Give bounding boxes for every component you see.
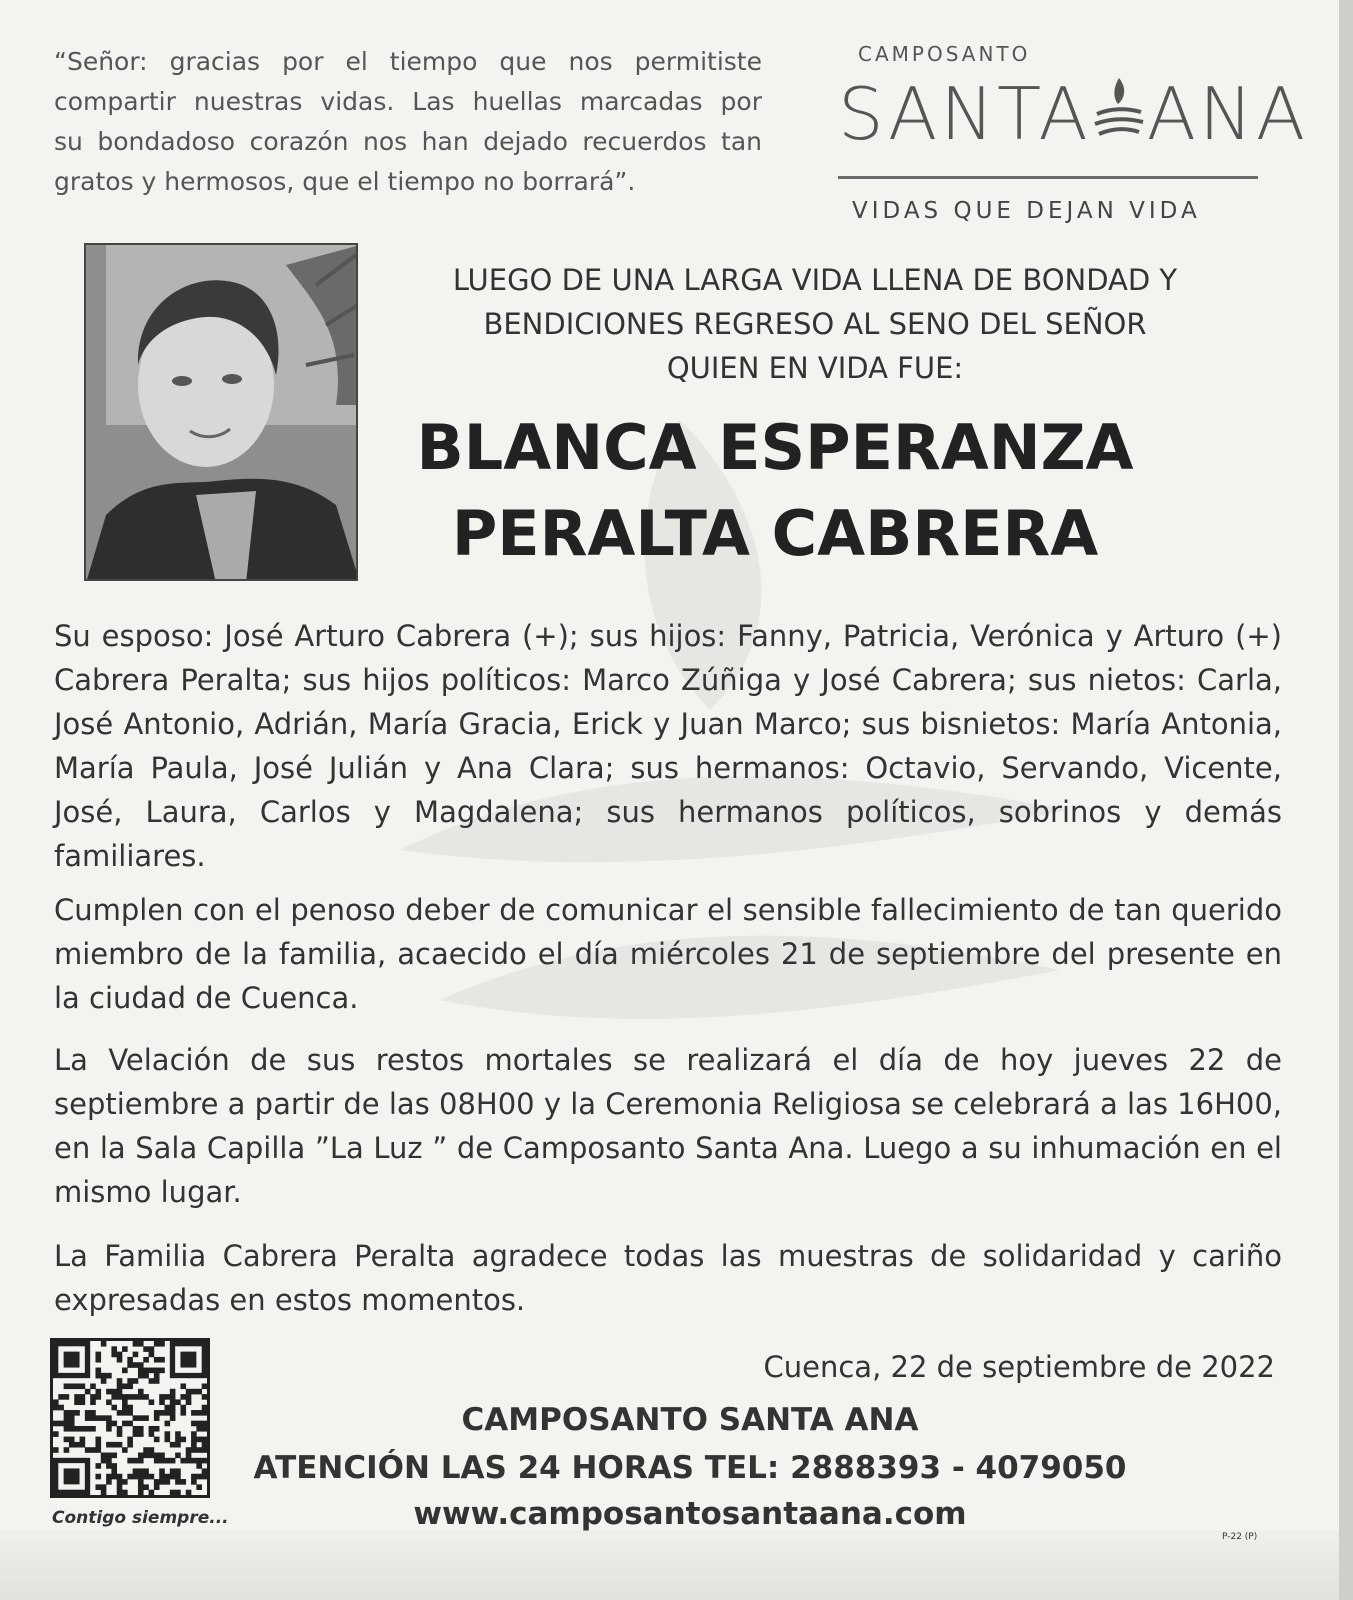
portrait-image (86, 245, 358, 581)
camposanto-logo (838, 38, 1309, 238)
deceased-name-line2: PERALTA CABRERA (451, 497, 1099, 570)
page-right-edge (1339, 0, 1353, 1600)
ceremony-paragraph: La Velación de sus restos mortales se realizará el día de hoy jueves 22 de septiembre a partir de las 08H00 y la Ceremonia Religiosa se celebrará a las 16H00, en la Sala Capilla ”La Luz ” de Camposanto Santa Ana. Luego a su inhumación en el mismo lugar. (54, 1043, 1282, 1209)
logo-word-ana: ANA (1146, 72, 1309, 156)
quote-line: “Señor: gracias por el tiempo que nos permitiste (54, 47, 762, 76)
intro-heading (380, 258, 1250, 390)
intro-line: BENDICIONES REGRESO AL SENO DEL SEÑOR (483, 307, 1147, 341)
thanks-paragraph: La Familia Cabrera Peralta agradece todas las muestras de solidaridad y cariño expresadas en estos momentos. (54, 1239, 1282, 1317)
page-bottom-edge (0, 1530, 1353, 1600)
quote-line: su bondadoso corazón nos han dejado recuerdos tan (54, 127, 762, 156)
logo-wordmark (838, 72, 1308, 162)
intro-line: LUEGO DE UNA LARGA VIDA LLENA DE BONDAD Y (452, 263, 1178, 297)
footer-website[interactable]: www.camposantosantaana.com (413, 1496, 967, 1532)
footer-company: CAMPOSANTO SANTA ANA (461, 1402, 919, 1438)
flame-waves-icon (1091, 72, 1147, 152)
deceased-name (380, 405, 1170, 577)
family-members-paragraph: Su esposo: José Arturo Cabrera (+); sus hijos: Fanny, Patricia, Verónica y Arturo (+) Cabrera Peralta; sus hijos políticos: Marco Zúñiga y José Cabrera; sus nietos: Carla, José Antonio, Adrián, María Gracia, Erick y Juan Marco; sus bisnietos: María Antonia, María Paula, José Julián y Ana Clara; sus hermanos: Octavio, Servando, Vicente, José, Laura, Carlos y Magdalena; sus hermanos políticos, sobrinos y demás familiares. (54, 619, 1282, 873)
intro-line: QUIEN EN VIDA FUE: (666, 351, 964, 385)
opening-quote (54, 42, 762, 202)
notice-date: Cuenca, 22 de septiembre de 2022 (763, 1350, 1275, 1384)
print-code: P-22 (P) (1222, 1532, 1258, 1542)
quote-line: gratos y hermosos, que el tiempo no borrará”. (54, 167, 636, 196)
announcement-paragraph: Cumplen con el penoso deber de comunicar el sensible fallecimiento de tan querido miembro de la familia, acaecido el día miércoles 21 de septiembre del presente en la ciudad de Cuenca. (54, 893, 1282, 1015)
quote-line: compartir nuestras vidas. Las huellas marcadas por (54, 87, 762, 116)
logo-word-santa: SANTA (838, 72, 1091, 156)
footer-phone: ATENCIÓN LAS 24 HORAS TEL: 2888393 - 4079050 (253, 1450, 1127, 1486)
slogan-text: Contigo siempre... (52, 1508, 229, 1528)
portrait-photo (84, 243, 358, 581)
logo-divider (838, 176, 1258, 179)
logo-top-text: CAMPOSANTO (858, 42, 1031, 66)
logo-tagline: VIDAS QUE DEJAN VIDA (852, 198, 1201, 224)
deceased-name-line1: BLANCA ESPERANZA (416, 411, 1134, 484)
